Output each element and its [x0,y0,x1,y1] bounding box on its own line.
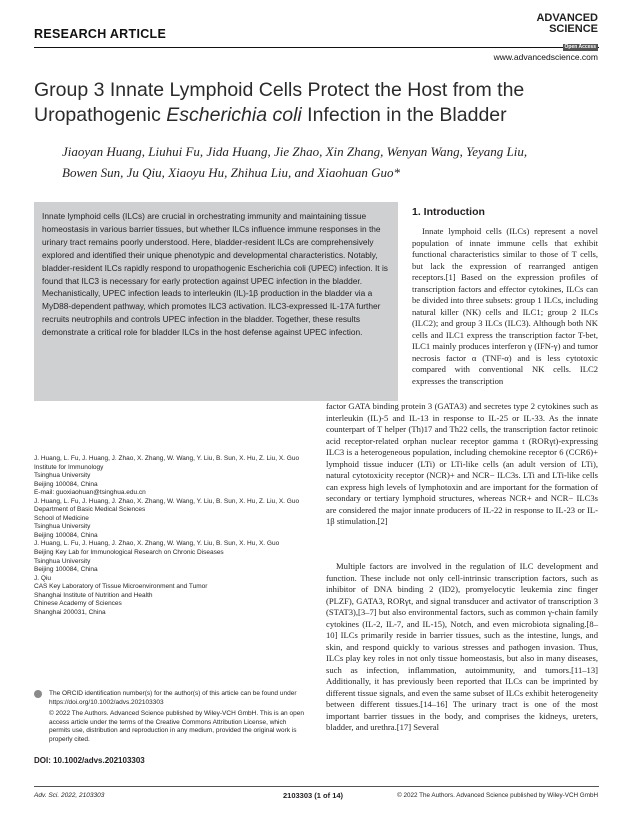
section-heading: 1. Introduction [412,206,485,218]
journal-logo-line1: ADVANCED [536,12,598,24]
header-rule [34,47,599,48]
intro-column-right [412,226,598,387]
affiliation-block: J. Qiu CAS Key Laboratory of Tissue Microenvironment and Tumor Shanghai Institute of Nutrition and Health Chinese Academy of Sciences Shanghai 200031, China [34,574,208,616]
title-part1: Group 3 Innate Lymphoid Cells Protect the Host from the Uropathogenic [34,79,525,126]
intro-column-wide-2 [326,561,598,734]
article-title [34,78,599,128]
footer-rule [34,786,599,787]
title-part2: Infection in the Bladder [301,104,507,126]
footer-copyright: © 2022 The Authors. Advanced Science published by Wiley-VCH GmbH [397,792,598,799]
abstract-text: Innate lymphoid cells (ILCs) are crucial in orchestrating immunity and maintaining tissue homeostasis in various barrier tissues, but whether ILCs influence immune responses in the urinary tract remains poorly understood. Here, bladder-resident ILCs are comprehensively explored and identified their unique phenotypic and developmental characteristics. Notably, bladder-resident ILCs rapidly respond to uropathogenic Escherichia coli (UPEC) infection. It is found that ILC3 is necessary for early protection against UPEC infection in the bladder. Mechanistically, UPEC infection leads to interleukin (IL)-1β production in the bladder via a MyD88-dependent pathway, which promotes ILC3 activation. ILC3-expressed IL-17A further recruits neutrophils and controls UPEC infection in the bladder. Together, these results demonstrate a critical role for bladder ILCs in the host defense against UPEC infection. [42,211,388,338]
section-tag: RESEARCH ARTICLE [34,27,167,41]
doi[interactable]: DOI: 10.1002/advs.202103303 [34,756,145,765]
journal-logo-line2: SCIENCE [549,23,598,35]
intro-paragraph: Multiple factors are involved in the regulation of ILC development and function. These include not only cell-intrinsic transcription factors, such as inhibitor of DNA binding 2 (ID2), promyelocytic leukemia zinc finger (PLZF), GATA3, RORγt, and signal transducer and activator of transcription 3 (STAT3),[3–7] but also environmental factors, such as common γ-chain family cytokines (IL-2, IL-7, and IL-15), Notch, and even microbiota signaling.[8–10] ILCs primarily reside in barrier tissues, such as the intestine, lungs, and skin, and respond quickly to various stresses and pathogen invasion. Thus, ILCs play key roles in not only tissue homeostasis, but also in many diseases, such as infection, inflammation, autoimmunity, and tumors.[11–13] Additionally, it has previously been reported that ILCs can be imprinted by different tissue signals, and even the same subset of ILCs exhibit heterogeneity between different tissues.[14–16] The urinary tract is one of the most important barrier tissues in the body, and comprises the kidneys, ureters, bladder, and urethra.[17] Several [326,561,598,732]
orcid-text[interactable]: The ORCID identification number(s) for the author(s) of this article can be found under https://doi.org/10.1002/advs.202103303 [49,690,297,706]
orcid-icon [34,690,42,698]
title-italic: Escherichia coli [166,104,302,126]
intro-paragraph: Innate lymphoid cells (ILCs) represent a novel population of innate immune cells that exhibit functional characteristics similar to those of T cells, but lack the expression of rearranged antigen receptors.[1] Based on the expression profiles of transcription factors and effector cytokines, ILCs can be divided into three subsets: group 1 ILCs, including natural killer (NK) cells and ILC1; group 2 ILCs (ILC2); and group 3 ILCs (ILC3). Although both NK cells and ILC1 express the transcription factor T-bet, ILC1 mainly produces interferon γ (IFN-γ) and tumor necrosis factor α (TNF-α) and is less cytotoxic compared with conventional NK cells. ILC2 expresses the transcription [412,226,598,386]
affiliation-block: J. Huang, L. Fu, J. Huang, J. Zhao, X. Zhang, W. Wang, Y. Liu, B. Sun, X. Hu, Z. Liu, X. Guo Institute for Immunology Tsinghua University Beijing 100084, China E-mail: guoxiaohuan@tsinghua.edu.cn [34,455,300,497]
footer-journal: Adv. Sci. 2022, 2103303 [34,792,105,799]
license-text: © 2022 The Authors. Advanced Science published by Wiley-VCH GmbH. This is an open access article under the terms of the Creative Commons Attribution License, which permits use, distribution and reproduction in any medium, provided the original work is properly cited. [49,710,304,743]
affiliation-block: J. Huang, L. Fu, J. Huang, J. Zhao, X. Zhang, W. Wang, Y. Liu, B. Sun, X. Hu, Z. Liu, X. Guo Department of Basic Medical Sciences School of Medicine Tsinghua University Beijing 100084, China [34,497,300,539]
journal-url[interactable]: www.advancedscience.com [493,52,598,62]
footer-page-number: 2103303 (1 of 14) [283,791,344,800]
journal-logo-badge: Open Access [564,44,596,50]
author-list [62,141,602,183]
affiliations [34,455,304,617]
authors-line2: Bowen Sun, Ju Qiu, Xiaoyu Hu, Zhihua Liu, and Xiaohuan Guo* [62,165,400,180]
authors-line1: Jiaoyan Huang, Liuhui Fu, Jida Huang, Jie Zhao, Xin Zhang, Wenyan Wang, Yeyang Liu, [62,144,528,159]
intro-column-wide [326,401,598,528]
journal-logo [536,13,598,53]
intro-paragraph-continued: factor GATA binding protein 3 (GATA3) and secretes type 2 cytokines such as interleukin (IL)-5 and IL-13 in response to IL-25 or IL-33. As the innate counterpart of T helper (Th)17 and Th22 cells, the transcription factor retinoic acid receptor-related orphan nuclear receptor gamma t (RORγt)-expressing ILC3 is a heterogeneous population, including chemokine receptor 6 (CCR6)+ lymphoid tissue inducer (LTi) or LTi-like cells (an adult version of LTi), natural cytotoxicity receptor (NCR)+ and NCR− ILC3s. LTi and LTi-like cells can express high levels of lymphotoxin and are important for the formation of secondary or tertiary lymphoid structures, whereas NCR+ and NCR− ILC3s are considered the major innate producers of IL-22 in response to IL-23 or IL-1β stimulation.[2] [326,401,598,526]
affiliation-block: J. Huang, L. Fu, J. Huang, J. Zhao, X. Zhang, W. Wang, Y. Liu, B. Sun, X. Hu, X. Guo Beijing Key Lab for Immunological Research on Chronic Diseases Tsinghua University Beijing 100084, China [34,540,280,574]
